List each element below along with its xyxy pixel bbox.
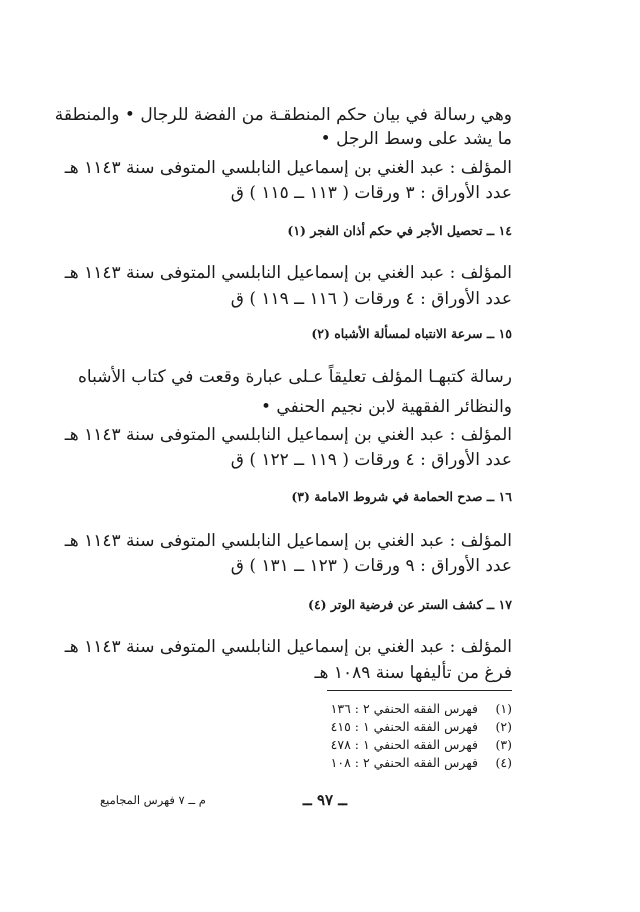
folios-line: عدد الأوراق : ٤ ورقات ( ١١٦ ــ ١١٩ ) ق <box>230 289 512 309</box>
author-line: المؤلف : عبد الغني بن إسماعيل النابلسي المتوفى سنة ١١٤٣ هـ <box>64 425 512 445</box>
entry-heading-14: ١٤ ــ تحصيل الأجر في حكم أذان الفجر (١) <box>287 223 512 238</box>
author-line: المؤلف : عبد الغني بن إسماعيل النابلسي المتوفى سنة ١١٤٣ هـ <box>64 531 512 551</box>
entry-heading-16: ١٦ ــ صدح الحمامة في شروط الامامة (٣) <box>291 489 512 504</box>
folios-line: عدد الأوراق : ٤ ورقات ( ١١٩ ــ ١٢٢ ) ق <box>230 450 512 470</box>
footnote <box>312 737 512 753</box>
footnote-divider <box>327 690 512 691</box>
completion-line: فرغ من تأليفها سنة ١٠٨٩ هـ <box>314 663 512 683</box>
footnote-text: فهرس الفقه الحنفي ١ : ٤٧٨ <box>330 737 479 752</box>
footnote-text: فهرس الفقه الحنفي ١ : ٤١٥ <box>330 719 479 734</box>
footnote-number: (٤) <box>495 755 512 770</box>
body-line: وهي رسالة في بيان حكم المنطقـة من الفضة للرجال • والمنطقة <box>54 105 512 125</box>
body-line: ما يشد على وسط الرجل • <box>320 129 512 149</box>
footnote-text: فهرس الفقه الحنفي ٢ : ١٣٦ <box>330 701 479 716</box>
footnote <box>312 701 512 717</box>
footnote-number: (١) <box>495 701 512 716</box>
entry-heading-17: ١٧ ــ كشف الستر عن فرضية الوتر (٤) <box>308 597 512 612</box>
body-line: والنظائر الفقهية لابن نجيم الحنفي • <box>261 397 512 417</box>
folios-line: عدد الأوراق : ٩ ورقات ( ١٢٣ ــ ١٣١ ) ق <box>230 556 512 576</box>
page-number: ــ ٩٧ ــ <box>302 791 348 809</box>
footnote-number: (٣) <box>495 737 512 752</box>
footnote <box>312 719 512 735</box>
body-line: رسالة كتبهـا المؤلف تعليقاً عـلى عبارة وقعت في كتاب الأشباه <box>78 367 512 387</box>
folios-line: عدد الأوراق : ٣ ورقات ( ١١٣ ــ ١١٥ ) ق <box>230 183 512 203</box>
footnote-text: فهرس الفقه الحنفي ٢ : ١٠٨ <box>330 755 479 770</box>
signature-mark: م ــ ٧ فهرس المجاميع <box>100 793 206 807</box>
footnote <box>312 755 512 771</box>
author-line: المؤلف : عبد الغني بن إسماعيل النابلسي المتوفى سنة ١١٤٣ هـ <box>64 158 512 178</box>
entry-heading-15: ١٥ ــ سرعة الانتباه لمسألة الأشباه (٢) <box>311 326 512 341</box>
author-line: المؤلف : عبد الغني بن إسماعيل النابلسي المتوفى سنة ١١٤٣ هـ <box>64 263 512 283</box>
footnote-number: (٢) <box>495 719 512 734</box>
author-line: المؤلف : عبد الغني بن إسماعيل النابلسي المتوفى سنة ١١٤٣ هـ <box>64 637 512 657</box>
